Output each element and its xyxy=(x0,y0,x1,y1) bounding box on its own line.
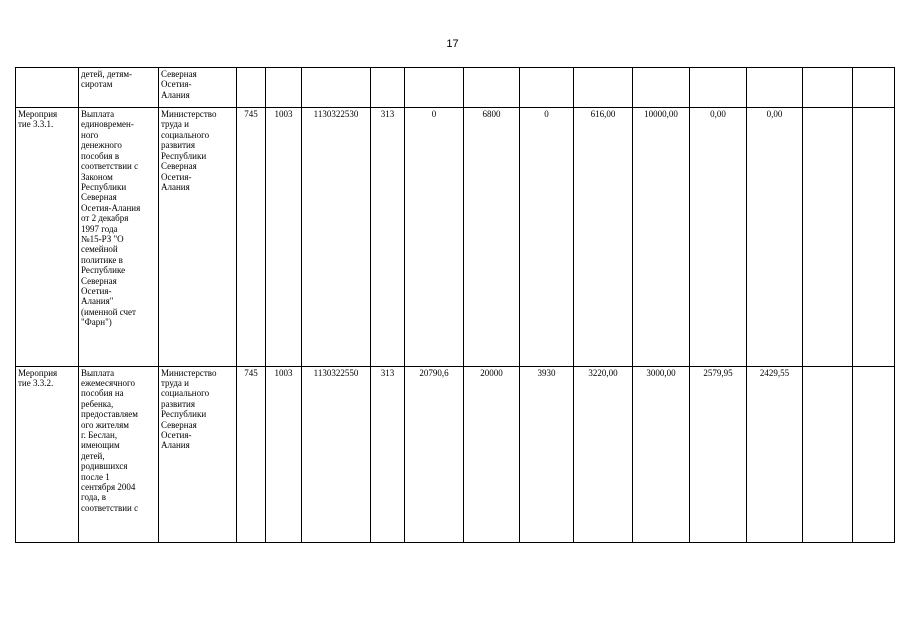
value-cell xyxy=(690,68,747,108)
value-cell: 745 xyxy=(237,108,266,367)
value-cell: 2579,95 xyxy=(690,366,747,542)
value-cell: 0,00 xyxy=(747,108,803,367)
value-cell: 6800 xyxy=(464,108,520,367)
value-cell: 3000,00 xyxy=(633,366,690,542)
value-cell xyxy=(405,68,464,108)
page-number: 17 xyxy=(446,38,459,50)
activity-id-cell: Мероприя тие 3.3.2. xyxy=(16,366,79,542)
activity-name-cell: Выплата единовремен- ного денежного пособия в соответствии с Законом Республики Северная Осетия-Алания от 2 декабря 1997 года №15-РЗ "О семейной политике в Республике Северная Осетия- Алания" (именной счет "Фарн") xyxy=(79,108,159,367)
value-cell: 745 xyxy=(237,366,266,542)
value-cell xyxy=(633,68,690,108)
value-cell xyxy=(853,108,895,367)
executor-cell: Северная Осетия- Алания xyxy=(159,68,237,108)
value-cell: 616,00 xyxy=(574,108,633,367)
value-cell: 20790,6 xyxy=(405,366,464,542)
executor-cell: Министерство труда и социального развития Республики Северная Осетия- Алания xyxy=(159,108,237,367)
value-cell: 1003 xyxy=(266,366,302,542)
value-cell: 3930 xyxy=(520,366,574,542)
executor-cell: Министерство труда и социального развития Республики Северная Осетия- Алания xyxy=(159,366,237,542)
value-cell: 313 xyxy=(371,108,405,367)
value-cell xyxy=(574,68,633,108)
value-cell xyxy=(803,366,853,542)
value-cell xyxy=(803,68,853,108)
value-cell xyxy=(266,68,302,108)
activity-name-cell: детей, детям- сиротам xyxy=(79,68,159,108)
activity-id-cell xyxy=(16,68,79,108)
value-cell xyxy=(803,108,853,367)
value-cell: 0 xyxy=(405,108,464,367)
budget-table xyxy=(15,67,895,543)
value-cell xyxy=(520,68,574,108)
value-cell: 1003 xyxy=(266,108,302,367)
value-cell: 0 xyxy=(520,108,574,367)
activity-name-cell: Выплата ежемесячного пособия на ребенка, предоставляем ого жителям г. Беслан, имеющим детей, родившихся после 1 сентября 2004 года, в соответствии с xyxy=(79,366,159,542)
value-cell: 3220,00 xyxy=(574,366,633,542)
value-cell: 1130322530 xyxy=(302,108,371,367)
value-cell: 0,00 xyxy=(690,108,747,367)
value-cell xyxy=(302,68,371,108)
value-cell xyxy=(747,68,803,108)
value-cell xyxy=(237,68,266,108)
activity-id-cell: Мероприя тие 3.3.1. xyxy=(16,108,79,367)
value-cell: 1130322550 xyxy=(302,366,371,542)
value-cell: 2429,55 xyxy=(747,366,803,542)
table-row xyxy=(16,108,895,367)
value-cell xyxy=(853,366,895,542)
value-cell xyxy=(464,68,520,108)
value-cell xyxy=(853,68,895,108)
value-cell: 10000,00 xyxy=(633,108,690,367)
value-cell xyxy=(371,68,405,108)
value-cell: 313 xyxy=(371,366,405,542)
value-cell: 20000 xyxy=(464,366,520,542)
table-row xyxy=(16,68,895,108)
table-row xyxy=(16,366,895,542)
